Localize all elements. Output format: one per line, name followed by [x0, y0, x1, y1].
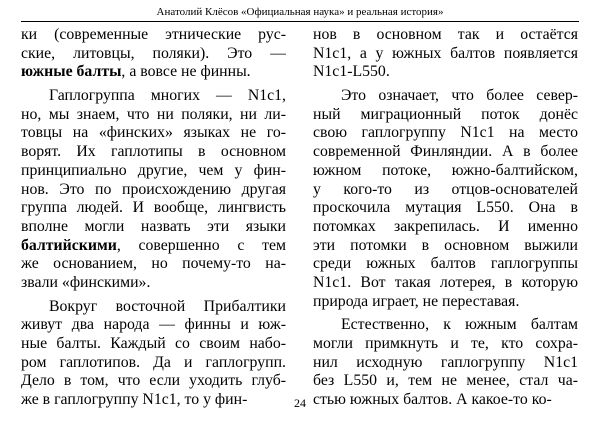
- text-run: Естественно, к южным балтам: [341, 316, 578, 334]
- text-run: Вокруг восточной Прибалтики: [49, 297, 286, 315]
- paragraph: [313, 26, 578, 82]
- text-line: [313, 143, 578, 162]
- text-run: , совершенно с тем: [116, 236, 286, 254]
- text-run: Дело в том, что если уходить глуб-: [21, 372, 286, 390]
- text-line: [313, 63, 578, 82]
- text-run: без L550 и, тем не менее, стал ча-: [313, 372, 578, 390]
- text-line: [21, 298, 286, 317]
- text-run: N1c1, а у южных балтов появляется: [313, 44, 578, 62]
- text-run: N1c1. Вот такая лотерея, в которую: [313, 273, 578, 291]
- text-run: среди южных балтов гаплогруппы: [313, 255, 578, 273]
- text-line: [21, 124, 286, 143]
- text-run: группа людей. И вообще, лингвисть: [21, 199, 286, 217]
- text-line: [313, 316, 578, 335]
- text-run: потомках закрепилась. И именно: [313, 217, 578, 235]
- text-run: у кого-то из отцов-основателей: [313, 180, 578, 198]
- text-run: но, мы знаем, что ни поляки, ни ли-: [21, 105, 286, 123]
- text-line: [313, 293, 578, 312]
- text-line: [313, 106, 578, 125]
- text-line: [313, 237, 578, 256]
- text-run: товцы на «финских» языках не го-: [21, 124, 286, 142]
- text-run: природа играет, не переставая.: [313, 292, 520, 310]
- text-line: [313, 372, 578, 391]
- text-line: [313, 87, 578, 106]
- paragraph: [21, 26, 286, 82]
- text-line: [21, 181, 286, 200]
- text-line: [313, 26, 578, 45]
- running-header: Анатолий Клёсов «Официальная наука» и реальная история»: [156, 6, 444, 18]
- text-line: [21, 274, 286, 293]
- text-line: [313, 354, 578, 373]
- text-run: современной Финляндии. А в более: [313, 143, 578, 161]
- text-run: могли примкнуть и те, кто сохра-: [313, 335, 578, 352]
- text-line: [313, 274, 578, 293]
- text-run: вполне могли назвать эти языки: [21, 217, 286, 235]
- text-run: принципиально другие, чем у фин-: [21, 161, 286, 179]
- text-line: [313, 181, 578, 200]
- text-run: Это означает, что более север-: [341, 87, 578, 105]
- text-run: эти потомки в основном выжили: [313, 236, 578, 254]
- text-line: [313, 199, 578, 218]
- text-line: [21, 143, 286, 162]
- text-line: [21, 63, 286, 82]
- left-column: [21, 26, 286, 410]
- text-line: [21, 218, 286, 237]
- page-number: 24: [294, 396, 306, 410]
- text-run: же в гаплогруппу N1c1, то у фин-: [21, 391, 248, 409]
- text-run: Гаплогруппа многих — N1c1,: [49, 87, 286, 105]
- header-rule: [21, 21, 579, 22]
- text-line: [313, 45, 578, 64]
- text-line: [21, 106, 286, 125]
- right-column: [313, 26, 578, 410]
- text-run: живут два народа — финны и юж-: [21, 316, 286, 334]
- text-run: стью южных балтов. А какое-то ко-: [313, 391, 552, 409]
- text-line: [21, 335, 286, 354]
- text-line: [21, 354, 286, 373]
- text-line: [21, 87, 286, 106]
- text-run: ворят. Их гаплотипы в основном: [21, 143, 286, 161]
- text-run: же основанием, но почему-то на-: [21, 255, 286, 273]
- bold-term: южные балты: [21, 63, 122, 81]
- text-line: [313, 335, 578, 354]
- text-line: [313, 124, 578, 143]
- text-line: [21, 237, 286, 256]
- text-run: проскочила мутация L550. Она в: [313, 199, 578, 217]
- text-run: ный миграционный поток донёс: [313, 105, 578, 123]
- text-run: , а вовсе не финны.: [121, 63, 251, 81]
- text-run: ные балты. Каждый со своим набо-: [21, 335, 286, 352]
- text-line: [313, 218, 578, 237]
- paragraph: [21, 87, 286, 293]
- text-line: [21, 26, 286, 45]
- bold-term: балтийскими: [21, 236, 117, 254]
- text-run: нов. Это по происхождению другая: [21, 180, 286, 198]
- text-line: [313, 162, 578, 181]
- text-line: [21, 162, 286, 181]
- text-line: [21, 316, 286, 335]
- text-line: [21, 45, 286, 64]
- text-run: ки (современные этнические рус-: [21, 26, 286, 43]
- text-line: [21, 255, 286, 274]
- text-run: ские, литовцы, поляки). Это —: [21, 44, 286, 62]
- paragraph: [313, 87, 578, 311]
- text-run: нил исходную гаплогруппу N1c1: [313, 353, 578, 371]
- text-line: [313, 255, 578, 274]
- text-line: [21, 199, 286, 218]
- text-run: нов в основном так и остаётся: [313, 26, 578, 43]
- text-run: звали «финскими».: [21, 273, 151, 291]
- paragraph: [21, 298, 286, 410]
- text-run: N1c1-L550.: [313, 63, 390, 81]
- text-run: ром гаплотипов. Да и гаплогрупп.: [21, 353, 286, 371]
- text-run: свою гаплогруппу N1c1 на место: [313, 124, 578, 142]
- text-line: [21, 372, 286, 391]
- text-run: южном потоке, южно-балтийском,: [313, 161, 578, 179]
